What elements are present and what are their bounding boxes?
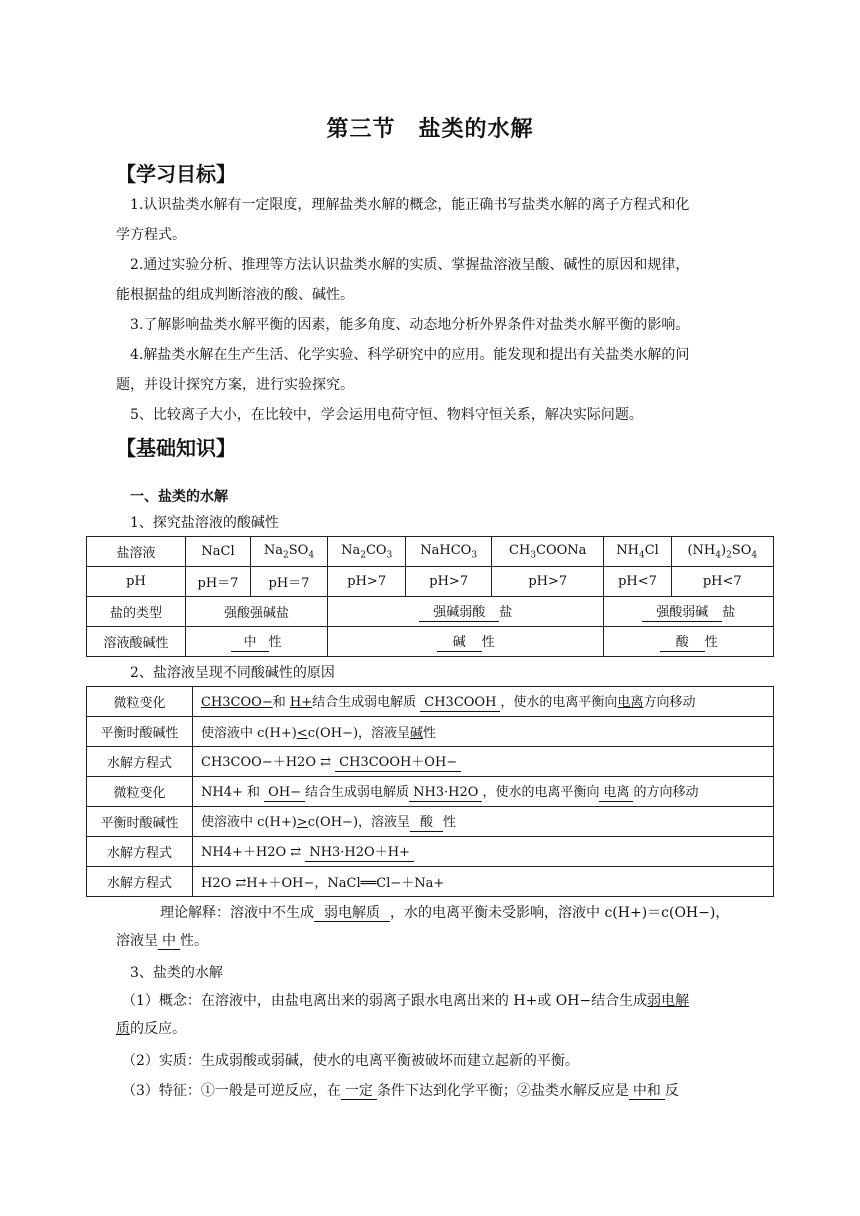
salt-cell: $(NH_4)_2SO_4$: [671, 537, 773, 567]
row-label: 平衡时酸碱性: [87, 717, 193, 747]
concept-line: （1）概念：在溶液中，由盐电离出来的弱离子跟水电离出来的 H+或 OH−结合生成弱电解: [122, 993, 690, 1009]
goal-line-7: 题，并设计探究方案，进行实验探究。: [116, 377, 354, 393]
table-row: [87, 807, 774, 837]
ph-cell: pH＝7: [186, 567, 251, 597]
answer-blank: 中: [231, 635, 268, 652]
nature-cell: 中 性: [186, 627, 328, 657]
row-label: 盐的类型: [87, 597, 186, 627]
page-title: 第三节 盐类的水解: [326, 116, 534, 142]
ph-cell: pH>7: [328, 567, 406, 597]
row-label: 溶液酸碱性: [87, 627, 186, 657]
content-cell: NH4+＋H2O ⇄ NH3·H2O＋H+: [193, 837, 774, 867]
table-row: [87, 717, 774, 747]
goal-line-2: 学方程式。: [116, 227, 186, 243]
ph-cell: pH>7: [406, 567, 492, 597]
table-row: [87, 597, 774, 627]
goal-line-5: 3.了解影响盐类水解平衡的因素，能多角度、动态地分析外界条件对盐类水解平衡的影响。: [130, 317, 690, 333]
goal-line-8: 5、比较离子大小，在比较中，学会运用电荷守恒、物料守恒关系，解决实际问题。: [130, 407, 643, 423]
goal-line-6: 4.解盐类水解在生产生活、化学实验、科学研究中的应用。能发现和提出有关盐类水解的问: [130, 347, 690, 363]
type-cell: 强酸弱碱 盐: [604, 597, 774, 627]
row-label: 水解方程式: [87, 867, 193, 897]
table-row: [87, 867, 774, 897]
table-row: [87, 777, 774, 807]
answer-blank: 强碱弱酸: [419, 605, 499, 622]
feature-line: （3）特征：①一般是可逆反应，在 一定 条件下达到化学平衡；②盐类水解反应是 中和 反: [122, 1083, 679, 1099]
subsection-2: 2、盐溶液呈现不同酸碱性的原因: [130, 665, 335, 681]
table-row: [87, 747, 774, 777]
row-label: 水解方程式: [87, 837, 193, 867]
subsection-1: 1、探究盐溶液的酸碱性: [130, 515, 279, 531]
content-cell: CH3COO−和 H+结合生成弱电解质 CH3COOH ，使水的电离平衡向电离方向移动: [193, 687, 774, 717]
goal-line-3: 2.通过实验分析、推理等方法认识盐类水解的实质、掌握盐溶液呈酸、碱性的原因和规律，: [130, 257, 690, 273]
salt-cell: $Na_2SO_4$: [250, 537, 327, 567]
salt-cell: $CH_3COONa$: [492, 537, 604, 567]
theory-line-2: 溶液呈 中 性。: [116, 933, 208, 949]
table-row: [87, 537, 774, 567]
row-label: 微粒变化: [87, 687, 193, 717]
type-cell: 强碱弱酸 盐: [328, 597, 604, 627]
salt-cell: $NH_4Cl$: [604, 537, 671, 567]
salt-cell: NaHCO$_3$: [406, 537, 492, 567]
goal-line-4: 能根据盐的组成判断溶液的酸、碱性。: [116, 287, 354, 303]
nature-cell: 碱 性: [328, 627, 604, 657]
ph-cell: pH>7: [492, 567, 604, 597]
answer-blank: 酸: [660, 635, 705, 652]
table-row: [87, 687, 774, 717]
row-label: 水解方程式: [87, 747, 193, 777]
hydrolysis-reason-table: [86, 686, 774, 897]
content-cell: 使溶液中 c(H+)>c(OH−)，溶液呈 酸 性: [193, 807, 774, 837]
salt-cell: $Na_2CO_3$: [328, 537, 406, 567]
content-cell: 使溶液中 c(H+)<c(OH−)，溶液呈碱性: [193, 717, 774, 747]
theory-line: 理论解释：溶液中不生成 弱电解质 ，水的电离平衡未受影响，溶液中 c(H+)＝c(OH−)，: [160, 905, 730, 921]
content-cell: H2O ⇄H+＋OH−，NaCl══Cl−＋Na+: [193, 867, 774, 897]
row-label: pH: [87, 567, 186, 597]
goals-heading: 【学习目标】: [116, 162, 236, 186]
section-heading: 一、盐类的水解: [130, 489, 228, 505]
content-cell: NH4+ 和 OH− 结合生成弱电解质 NH3·H2O ，使水的电离平衡向 电离 的方向移动: [193, 777, 774, 807]
row-label: 盐溶液: [87, 537, 186, 567]
row-label: 平衡时酸碱性: [87, 807, 193, 837]
nature-cell: 酸 性: [604, 627, 774, 657]
goal-line-1: 1.认识盐类水解有一定限度，理解盐类水解的概念，能正确书写盐类水解的离子方程式和化: [130, 197, 690, 213]
answer-blank: 强酸弱碱: [642, 605, 722, 622]
table-row: [87, 627, 774, 657]
basics-heading: 【基础知识】: [116, 436, 236, 460]
salt-cell: NaCl: [186, 537, 251, 567]
ph-cell: pH<7: [671, 567, 773, 597]
content-cell: CH3COO−＋H2O ⇄ CH3COOH＋OH−: [193, 747, 774, 777]
row-label: 微粒变化: [87, 777, 193, 807]
ph-cell: pH<7: [604, 567, 671, 597]
ph-cell: pH＝7: [250, 567, 327, 597]
salt-ph-table: [86, 536, 774, 657]
table-row: [87, 567, 774, 597]
essence-line: （2）实质：生成弱酸或弱碱，使水的电离平衡被破坏而建立起新的平衡。: [122, 1053, 579, 1069]
type-cell: 强酸强碱盐: [186, 597, 328, 627]
subsection-3: 3、盐类的水解: [130, 965, 223, 981]
answer-blank: 碱: [437, 635, 482, 652]
concept-line-2: 质的反应。: [116, 1021, 186, 1037]
table-row: [87, 837, 774, 867]
